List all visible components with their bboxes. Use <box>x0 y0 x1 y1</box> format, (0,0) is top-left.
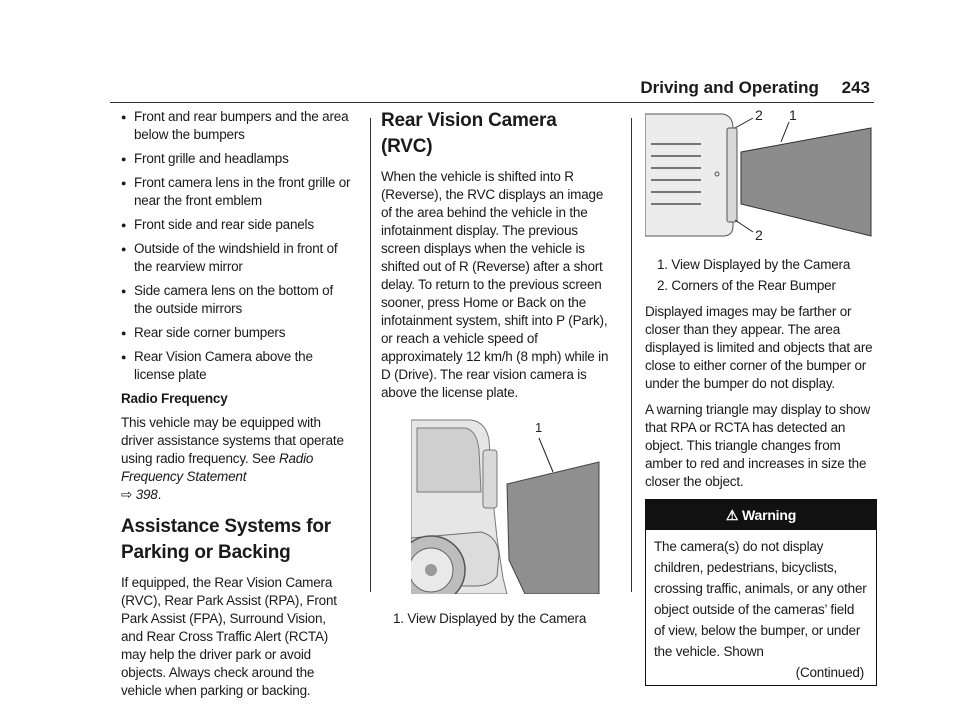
cleaning-list <box>121 108 351 384</box>
rvc-text: When the vehicle is shifted into R (Reverse), the RVC displays an image of the area behind the vehicle in the infotainment display. The previous screen displays when the vehicle is shifted out of R (Reverse) after a short delay. To return to the previous screen sooner, press Home or Back on the infotainment system, shift into P (Park), or reach a vehicle speed of approximately 12 km/h (8 mph) while in D (Drive). The rear vision camera is above the license plate. <box>381 169 609 400</box>
page-ref-arrow-icon: ⇨ <box>121 487 133 502</box>
corner-label-top: 2 <box>755 108 763 123</box>
corner-label-bottom: 2 <box>755 227 763 243</box>
warning-text: The camera(s) do not display children, pedestrians, bicyclists, crossing traffic, animals, or any other object outside of the cameras’ field of view, below the bumper, or under the vehicle. Shown <box>654 539 867 659</box>
warning-body <box>646 530 876 685</box>
warning-header <box>646 500 876 530</box>
warning-title: Warning <box>741 507 797 523</box>
list-item: ● Rear side corner bumpers <box>121 324 351 342</box>
radio-page-ref[interactable]: 398 <box>135 487 158 502</box>
column-divider-left <box>370 118 371 592</box>
warning-box <box>645 499 877 686</box>
continued-label: (Continued) <box>795 665 864 680</box>
list-item: ● Side camera lens on the bottom of the outside mirrors <box>121 282 351 318</box>
radio-frequency-heading: Radio Frequency <box>121 391 228 406</box>
rvc-top-view-figure <box>645 108 875 248</box>
list-item: ● Front side and rear side panels <box>121 216 351 234</box>
rvc-figure-caption <box>381 610 613 628</box>
list-item: ● Rear Vision Camera above the license plate <box>121 348 351 384</box>
caption-item: 2. Corners of the Rear Bumper <box>657 278 836 293</box>
list-item: ● Front grille and headlamps <box>121 150 351 168</box>
radio-ref-period: . <box>157 487 162 502</box>
list-item: ● Front and rear bumpers and the area below the bumpers <box>121 108 351 144</box>
assist-systems-heading: Assistance Systems for Parking or Backing <box>121 516 331 563</box>
display-limit-text: Displayed images may be farther or closer than they appear. The area displayed is limited and objects that are close to either corner of the bumper or under the bumper do not display. <box>645 304 873 391</box>
list-item: ● Outside of the windshield in front of the rearview mirror <box>121 240 351 276</box>
column-2 <box>381 108 613 631</box>
list-item: ● Front camera lens in the front grille or near the front emblem <box>121 174 351 210</box>
warning-triangle-text: A warning triangle may display to show that RPA or RCTA has detected an object. This triangle changes from amber to red and increases in size the closer the object. <box>645 402 871 489</box>
warning-triangle-icon: ⚠ <box>725 507 739 523</box>
column-divider-right <box>631 118 632 592</box>
column-3 <box>645 108 877 686</box>
radio-frequency-body: This vehicle may be equipped with driver assistance systems that operate using radio frequency. See <box>121 415 344 466</box>
view-label: 1 <box>789 108 797 123</box>
caption-item: 1. View Displayed by the Camera <box>393 611 587 626</box>
page-number: 243 <box>841 78 870 97</box>
page-header <box>640 78 870 98</box>
column-1 <box>121 108 351 708</box>
radio-frequency-text <box>121 414 351 504</box>
rvc-camera-view-figure <box>411 410 607 594</box>
top-view-captions <box>645 256 877 295</box>
rvc-heading: Rear Vision Camera (RVC) <box>381 110 557 157</box>
rvc-figure-label: 1 <box>535 420 543 435</box>
section-title: Driving and Operating <box>640 78 819 97</box>
assist-systems-text: If equipped, the Rear Vision Camera (RVC), Rear Park Assist (RPA), Front Park Assist (FPA), Surround Vision, and Rear Cross Traffic Alert (RCTA) may help the driver park or avoid objects. Always check around the vehicle when parking or backing. <box>121 575 337 698</box>
caption-item: 1. View Displayed by the Camera <box>657 257 851 272</box>
header-rule <box>110 102 874 103</box>
radio-statement-link[interactable]: Radio Frequency Statement <box>121 451 314 484</box>
